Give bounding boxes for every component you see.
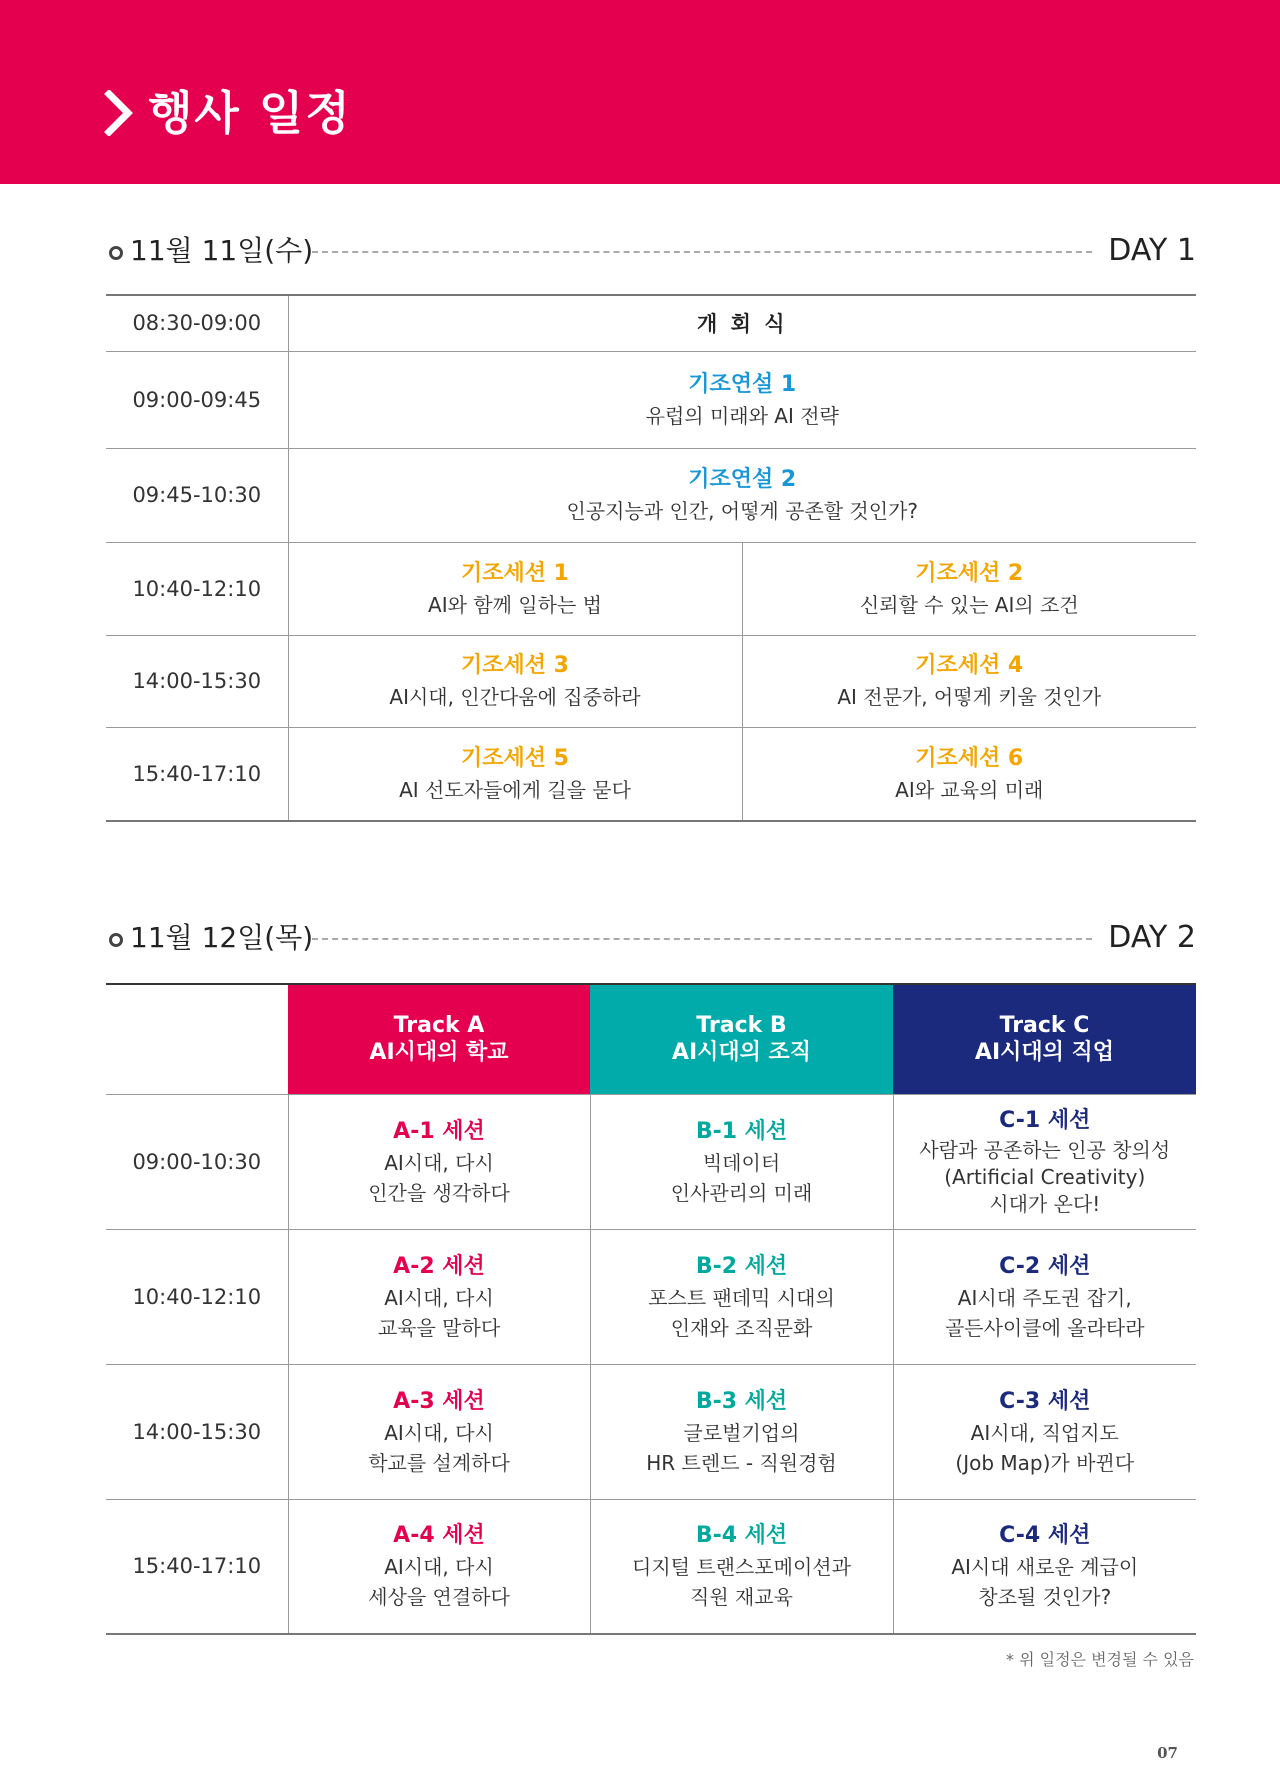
bullet-circle-icon (109, 933, 123, 947)
session-title: A-4 세션 (393, 1523, 485, 1549)
session-title: B-2 세션 (695, 1253, 788, 1279)
empty-corner (106, 984, 288, 1094)
session-cell-b (590, 1499, 893, 1634)
session-title: C-3 세션 (999, 1388, 1091, 1414)
session-title: C-4 세션 (999, 1523, 1091, 1549)
session-desc: AI시대, 다시 인간을 생각하다 (368, 1150, 510, 1205)
session-cell-a (288, 1364, 590, 1499)
time-cell: 15:40-17:10 (106, 1499, 288, 1634)
session-cell (288, 542, 742, 635)
track-name: Track B (696, 1013, 787, 1039)
session-title: B-1 세션 (695, 1118, 788, 1144)
day2-date: 11월 12일(목) (130, 921, 314, 954)
session-cell-a (288, 1229, 590, 1364)
session-desc: 신뢰할 수 있는 AI의 조건 (859, 592, 1079, 617)
session-desc: AI와 함께 일하는 법 (428, 592, 602, 617)
schedule-change-note: * 위 일정은 변경될 수 있음 (1006, 1650, 1194, 1669)
table-row (106, 295, 1196, 351)
session-cell-c (893, 1229, 1196, 1364)
session-cell-c (893, 1499, 1196, 1634)
table-row (106, 1229, 1196, 1364)
session-title: C-2 세션 (999, 1253, 1091, 1279)
session-desc: AI 선도자들에게 길을 묻다 (399, 777, 631, 802)
track-name: Track A (393, 1013, 485, 1039)
day1-heading (106, 228, 1196, 278)
time-cell: 09:45-10:30 (106, 448, 288, 542)
day1-schedule-table (106, 294, 1196, 822)
track-header-row (106, 984, 1196, 1094)
session-title: A-2 세션 (393, 1253, 485, 1279)
session-desc: AI시대, 다시 세상을 연결하다 (368, 1555, 510, 1610)
session-cell-a (288, 1094, 590, 1229)
session-desc: AI시대, 직업지도 (Job Map)가 바뀐다 (955, 1420, 1135, 1475)
page-header (0, 0, 1280, 184)
session-cell (742, 727, 1196, 821)
session-title: C-1 세션 (999, 1108, 1091, 1133)
day2-label: DAY 2 (1108, 920, 1196, 955)
session-desc: AI 전문가, 어떻게 키울 것인가 (837, 685, 1102, 709)
time-cell: 09:00-09:45 (106, 351, 288, 448)
session-desc: AI시대, 다시 학교를 설계하다 (368, 1420, 510, 1475)
table-row (106, 448, 1196, 542)
track-subtitle: AI시대의 학교 (369, 1040, 509, 1066)
session-title: 기조세션 4 (915, 653, 1024, 678)
session-cell (288, 727, 742, 821)
session-title: 기조세션 2 (915, 560, 1024, 586)
track-a-header (288, 984, 590, 1094)
session-title: 기조세션 1 (461, 560, 569, 586)
table-row (106, 1364, 1196, 1499)
session-desc: AI시대, 인간다움에 집중하라 (389, 685, 641, 709)
day1-date: 11월 11일(수) (130, 234, 314, 267)
session-desc: 빅데이터 인사관리의 미래 (670, 1150, 813, 1205)
session-cell-c (893, 1094, 1196, 1229)
session-desc: 인공지능과 인간, 어떻게 공존할 것인가? (566, 499, 919, 523)
session-desc: AI시대 주도권 잡기, 골든사이클에 올라타라 (944, 1285, 1145, 1340)
session-title: B-4 세션 (695, 1523, 788, 1549)
table-row (106, 635, 1196, 727)
time-cell: 14:00-15:30 (106, 635, 288, 727)
opening-ceremony: 개 회 식 (288, 295, 1196, 351)
table-row (106, 542, 1196, 635)
day2-heading (106, 915, 1196, 965)
session-cell-b (590, 1094, 893, 1229)
session-title: A-1 세션 (393, 1118, 485, 1144)
divider (312, 938, 1092, 940)
table-row (106, 727, 1196, 821)
keynote-cell (288, 351, 1196, 448)
session-cell (742, 542, 1196, 635)
session-desc: 포스트 팬데믹 시대의 인재와 조직문화 (648, 1285, 835, 1340)
session-desc: 사람과 공존하는 인공 창의성 (Artificial Creativity) 시대가 온다! (919, 1138, 1171, 1216)
track-c-header (893, 984, 1196, 1094)
page-number: 07 (1157, 1744, 1178, 1762)
table-row (106, 1499, 1196, 1634)
session-title: B-3 세션 (695, 1388, 788, 1414)
session-cell-b (590, 1229, 893, 1364)
chevron-right-icon (104, 90, 134, 136)
session-title: 기조세션 3 (461, 653, 569, 678)
session-desc: 디지털 트랜스포메이션과 직원 재교육 (632, 1555, 851, 1610)
session-desc: 글로벌기업의 HR 트렌드 - 직원경험 (646, 1420, 837, 1475)
session-desc: AI와 교육의 미래 (895, 777, 1044, 802)
bullet-circle-icon (109, 246, 123, 260)
day1-label: DAY 1 (1108, 233, 1196, 268)
track-name: Track C (999, 1013, 1090, 1039)
track-subtitle: AI시대의 조직 (671, 1040, 812, 1066)
session-title: 기조세션 6 (915, 745, 1024, 771)
session-desc: 유럽의 미래와 AI 전략 (645, 403, 839, 428)
day2-schedule-table (106, 983, 1196, 1635)
table-row (106, 351, 1196, 448)
session-title: 기조연설 1 (688, 371, 797, 397)
session-cell-c (893, 1364, 1196, 1499)
page-title: 행사 일정 (148, 86, 352, 140)
time-cell: 10:40-12:10 (106, 1229, 288, 1364)
divider (312, 251, 1092, 253)
time-cell: 15:40-17:10 (106, 727, 288, 821)
session-cell-a (288, 1499, 590, 1634)
session-cell (742, 635, 1196, 727)
track-b-header (590, 984, 893, 1094)
session-cell-b (590, 1364, 893, 1499)
time-cell: 14:00-15:30 (106, 1364, 288, 1499)
session-desc: AI시대, 다시 교육을 말하다 (377, 1285, 501, 1340)
time-cell: 10:40-12:10 (106, 542, 288, 635)
session-desc: AI시대 새로운 계급이 창조될 것인가? (951, 1555, 1139, 1610)
track-subtitle: AI시대의 직업 (974, 1040, 1115, 1066)
keynote-cell (288, 448, 1196, 542)
session-title: 기조연설 2 (688, 467, 797, 492)
session-title: 기조세션 5 (461, 745, 569, 771)
time-cell: 09:00-10:30 (106, 1094, 288, 1229)
table-row (106, 1094, 1196, 1229)
session-title: A-3 세션 (393, 1388, 485, 1414)
time-cell: 08:30-09:00 (132, 311, 262, 336)
session-cell (288, 635, 742, 727)
